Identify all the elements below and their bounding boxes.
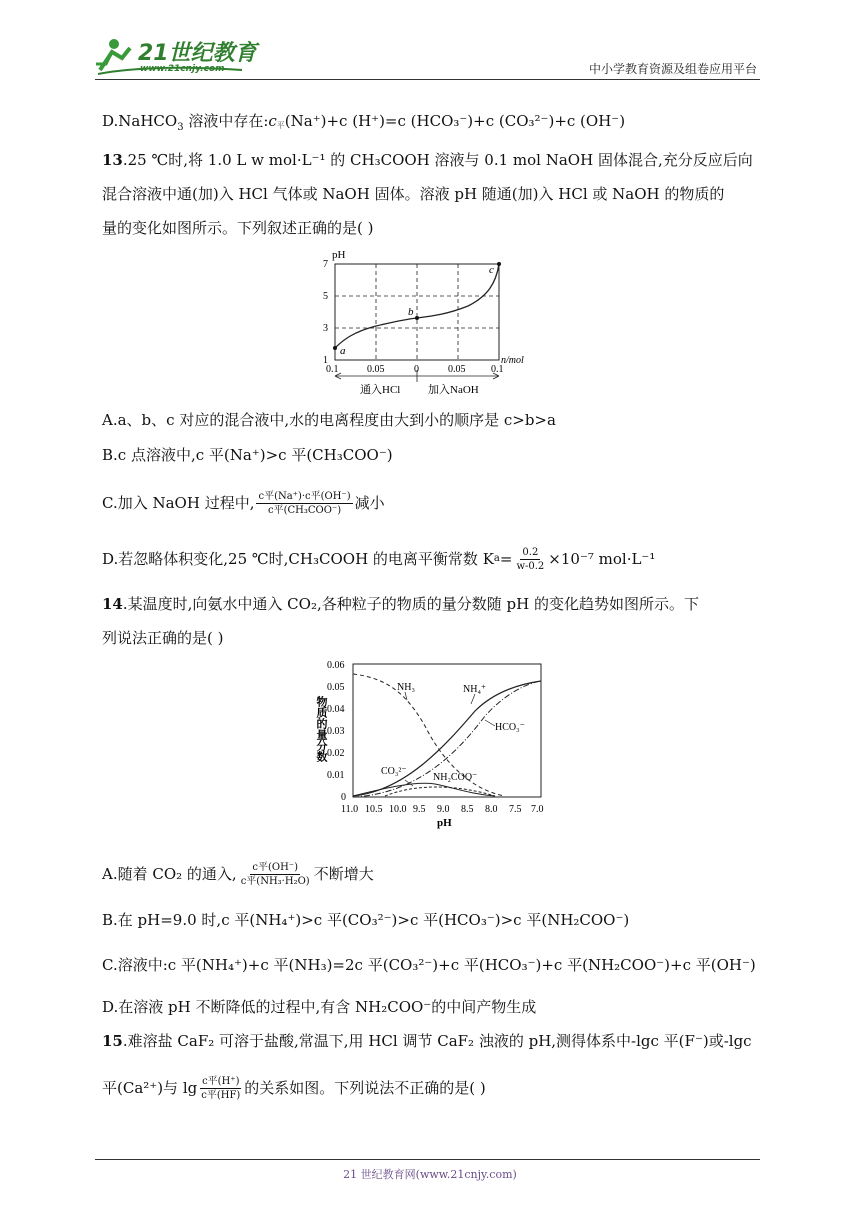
- q15-stem-line1: 15.难溶盐 CaF₂ 可溶于盐酸,常温下,用 HCl 调节 CaF₂ 浊液的 pH,测得体系中-lgc 平(F⁻)或-lgc: [102, 1032, 752, 1050]
- q14-a-fraction: $\frac{\text{c平(OH⁻)}}{\text{c平(NH₃·H₂O)}}$: [240, 861, 310, 887]
- svg-text:0.05: 0.05: [448, 364, 466, 375]
- svg-text:10.5: 10.5: [365, 804, 383, 815]
- q13-stem-line2: 混合溶液中通(加)入 HCl 气体或 NaOH 固体。溶液 pH 随通(加)入 HCl 或 NaOH 的物质的: [102, 185, 725, 203]
- svg-text:3: 3: [323, 323, 328, 334]
- x-axis-label: pH: [437, 817, 452, 829]
- logo-title: 21世纪教育: [138, 41, 257, 66]
- svg-text:0: 0: [341, 792, 346, 803]
- svg-text:0.04: 0.04: [327, 704, 345, 715]
- q14-option-d: D.在溶液 pH 不断降低的过程中,有含 NH₂COO⁻的中间产物生成: [102, 998, 537, 1016]
- svg-text:0.06: 0.06: [327, 660, 345, 671]
- svg-text:7: 7: [323, 259, 328, 270]
- svg-text:a: a: [340, 345, 346, 357]
- svg-text:9.5: 9.5: [413, 804, 426, 815]
- svg-text:b: b: [408, 306, 414, 318]
- q13-option-d: D.若忽略体积变化,25 ℃时,CH₃COOH 的电离平衡常数 K a = $\frac{0.2}{w-0.2}$ ×10⁻⁷ mol·L⁻¹: [102, 546, 656, 572]
- q14-option-a: A.随着 CO₂ 的通入, $\frac{\text{c平(OH⁻)}}{\text{c平(NH₃·H₂O)}}$ 不断增大: [102, 861, 374, 887]
- svg-text:0.03: 0.03: [327, 726, 345, 737]
- svg-text:c: c: [489, 264, 494, 276]
- svg-text:0.05: 0.05: [327, 682, 345, 693]
- q14-chart: [305, 656, 555, 840]
- svg-text:CO₃²⁻: CO₃²⁻: [381, 766, 407, 777]
- q13-chart: [318, 248, 538, 400]
- svg-text:5: 5: [323, 291, 328, 302]
- svg-text:8.5: 8.5: [461, 804, 474, 815]
- footer-text: 21 世纪教育网(www.21cnjy.com): [343, 1168, 517, 1181]
- q13-option-c: C.加入 NaOH 过程中, $\frac{\text{c平(Na⁺)·c平(OH⁻)}}{\text{c平(CH₃COO⁻)}}$ 减小: [102, 490, 385, 516]
- q14-option-b: B.在 pH=9.0 时,c 平(NH₄⁺)>c 平(CO₃²⁻)>c 平(HCO₃⁻)>c 平(NH₂COO⁻): [102, 911, 630, 929]
- svg-text:NH₃: NH₃: [397, 682, 415, 693]
- platform-name: 中小学教育资源及组卷应用平台: [588, 62, 757, 76]
- footer-rule: [95, 1159, 760, 1160]
- logo-url: www.21cnjy.com: [140, 64, 225, 74]
- right-arrow-label: 加入NaOH: [428, 384, 479, 396]
- y-axis-label: 物质的量分数: [315, 696, 327, 762]
- svg-text:0.1: 0.1: [491, 364, 504, 375]
- svg-text:7.0: 7.0: [531, 804, 544, 815]
- nh2coo-curve: [385, 787, 495, 796]
- svg-text:9.0: 9.0: [437, 804, 450, 815]
- q13-c-fraction: $\frac{\text{c平(Na⁺)·c平(OH⁻)}}{\text{c平(CH₃COO⁻)}}$: [258, 490, 351, 516]
- q15-fraction: $\frac{\text{c平(H⁺)}}{\text{c平(HF)}}$: [201, 1075, 241, 1101]
- q13-stem-line1: 13.25 ℃时,将 1.0 L w mol·L⁻¹ 的 CH₃COOH 溶液与 0.1 mol NaOH 固体混合,充分反应后向: [102, 151, 753, 169]
- co3-curve: [353, 783, 495, 796]
- svg-text:0.1: 0.1: [326, 364, 339, 375]
- svg-text:0.01: 0.01: [327, 770, 345, 781]
- svg-text:NH₂COO⁻: NH₂COO⁻: [433, 772, 478, 783]
- y-axis-label: pH: [332, 249, 346, 261]
- svg-text:HCO₃⁻: HCO₃⁻: [495, 722, 525, 733]
- svg-text:1: 1: [323, 355, 328, 366]
- q13-stem-line3: 量的变化如图所示。下列叙述正确的是( ): [102, 219, 374, 237]
- q13-option-a: A.a、b、c 对应的混合液中,水的电离程度由大到小的顺序是 c>b>a: [102, 411, 556, 429]
- q13-option-b: B.c 点溶液中,c 平(Na⁺)>c 平(CH₃COO⁻): [102, 446, 393, 464]
- svg-text:NH₄⁺: NH₄⁺: [463, 684, 487, 695]
- svg-text:7.5: 7.5: [509, 804, 522, 815]
- q14-option-c: C.溶液中:c 平(NH₄⁺)+c 平(NH₃)=2c 平(CO₃²⁻)+c 平(HCO₃⁻)+c 平(NH₂COO⁻)+c 平(OH⁻): [102, 956, 756, 974]
- q12-option-d: D.NaHCO$_3$ 溶液中存在:c平(Na⁺)+c (H⁺)=c (HCO₃⁻)+c (CO₃²⁻)+c (OH⁻): [102, 112, 626, 133]
- q13-d-fraction: $\frac{0.2}{w-0.2}$: [516, 546, 545, 572]
- svg-text:0.02: 0.02: [327, 748, 345, 759]
- x-axis-label: n/mol: [501, 355, 524, 366]
- q14-stem-line2: 列说法正确的是( ): [102, 629, 224, 647]
- svg-text:11.0: 11.0: [341, 804, 359, 815]
- svg-text:10.0: 10.0: [389, 804, 407, 815]
- header-rule: [95, 79, 760, 80]
- svg-text:0.05: 0.05: [367, 364, 385, 375]
- left-arrow-label: 通入HCl: [360, 384, 401, 396]
- q15-stem-line2: 平(Ca²⁺)与 lg $\frac{\text{c平(H⁺)}}{\text{c平(HF)}}$ 的关系如图。下列说法不正确的是( ): [102, 1075, 486, 1101]
- svg-text:8.0: 8.0: [485, 804, 498, 815]
- svg-text:0: 0: [414, 364, 419, 375]
- q14-stem-line1: 14.某温度时,向氨水中通入 CO₂,各种粒子的物质的量分数随 pH 的变化趋势如图所示。下: [102, 595, 699, 613]
